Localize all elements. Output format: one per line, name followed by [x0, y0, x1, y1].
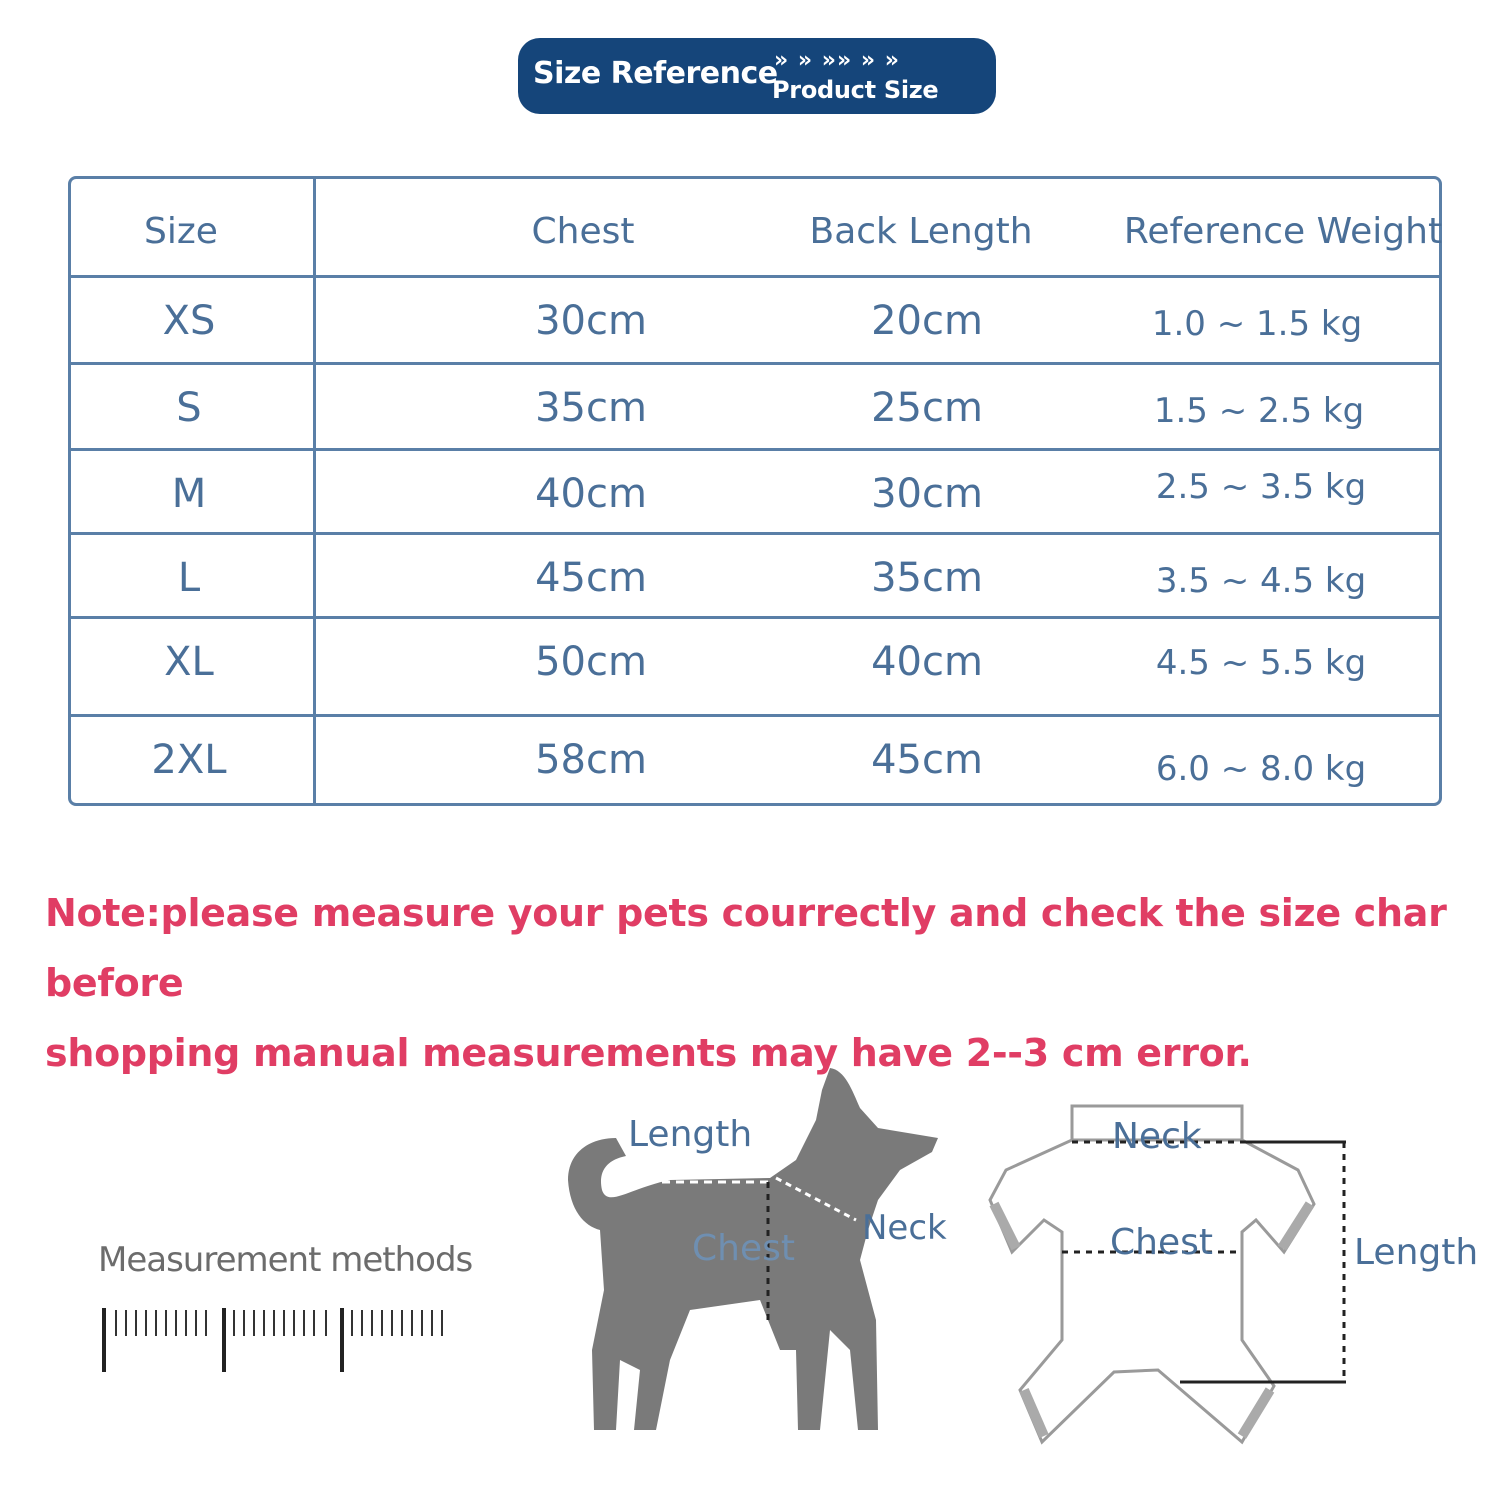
chest-cell: 45cm	[535, 555, 647, 601]
back-length-cell: 30cm	[871, 471, 983, 517]
sizing-note	[45, 878, 1465, 1088]
header-reference-weight: Reference Weight	[1123, 211, 1443, 252]
dog-neck-label: Neck	[862, 1208, 947, 1248]
weight-cell: 1.5 ~ 2.5 kg	[1153, 391, 1365, 431]
banner-subtitle: Product Size	[772, 76, 939, 104]
ruler-icon	[90, 1210, 490, 1390]
size-cell: M	[171, 471, 207, 517]
dog-measurement-diagram	[560, 1060, 960, 1440]
note-line-1: Note:please measure your pets courrectly and check the size char before	[45, 891, 1447, 1005]
header-chest: Chest	[531, 211, 635, 252]
chest-cell: 30cm	[535, 298, 647, 344]
weight-cell: 1.0 ~ 1.5 kg	[1151, 304, 1363, 344]
back-length-cell: 40cm	[871, 639, 983, 685]
size-cell: XS	[162, 298, 216, 344]
dog-length-label: Length	[628, 1114, 753, 1155]
chest-cell: 50cm	[535, 639, 647, 685]
size-table	[68, 176, 1442, 806]
table-row	[71, 535, 1439, 619]
size-cell: L	[177, 555, 201, 601]
chest-cell: 35cm	[535, 385, 647, 431]
suit-length-label: Length	[1354, 1232, 1479, 1273]
pet-suit-outline-icon	[980, 1100, 1480, 1450]
size-cell: 2XL	[151, 737, 227, 783]
back-length-cell: 20cm	[871, 298, 983, 344]
table-row	[71, 278, 1439, 363]
weight-cell: 3.5 ~ 4.5 kg	[1155, 561, 1367, 601]
double-chevron-right-icons: » » »» » »	[774, 48, 900, 73]
header-back-length: Back Length	[809, 211, 1033, 252]
size-reference-banner	[518, 38, 996, 114]
dog-chest-label: Chest	[692, 1228, 795, 1269]
note-line-2: shopping manual measurements may have 2--3 cm error.	[45, 1031, 1252, 1075]
weight-cell: 6.0 ~ 8.0 kg	[1155, 749, 1367, 789]
back-length-cell: 25cm	[871, 385, 983, 431]
suit-chest-label: Chest	[1110, 1222, 1213, 1263]
back-length-cell: 35cm	[871, 555, 983, 601]
table-row	[71, 717, 1439, 803]
chest-cell: 40cm	[535, 471, 647, 517]
banner-title: Size Reference	[533, 56, 778, 91]
suit-measurement-diagram	[980, 1100, 1480, 1450]
table-header-row	[71, 179, 1443, 277]
size-cell: S	[176, 385, 202, 431]
weight-cell: 2.5 ~ 3.5 kg	[1155, 467, 1367, 507]
table-row	[71, 619, 1439, 715]
suit-neck-label: Neck	[1112, 1116, 1202, 1157]
size-cell: XL	[164, 639, 214, 685]
table-row	[71, 451, 1439, 535]
measurement-methods	[90, 1210, 490, 1390]
measurement-methods-title: Measurement methods	[98, 1240, 473, 1280]
back-length-cell: 45cm	[871, 737, 983, 783]
table-row	[71, 365, 1439, 449]
chest-cell: 58cm	[535, 737, 647, 783]
header-size: Size	[144, 211, 218, 252]
weight-cell: 4.5 ~ 5.5 kg	[1155, 643, 1367, 683]
